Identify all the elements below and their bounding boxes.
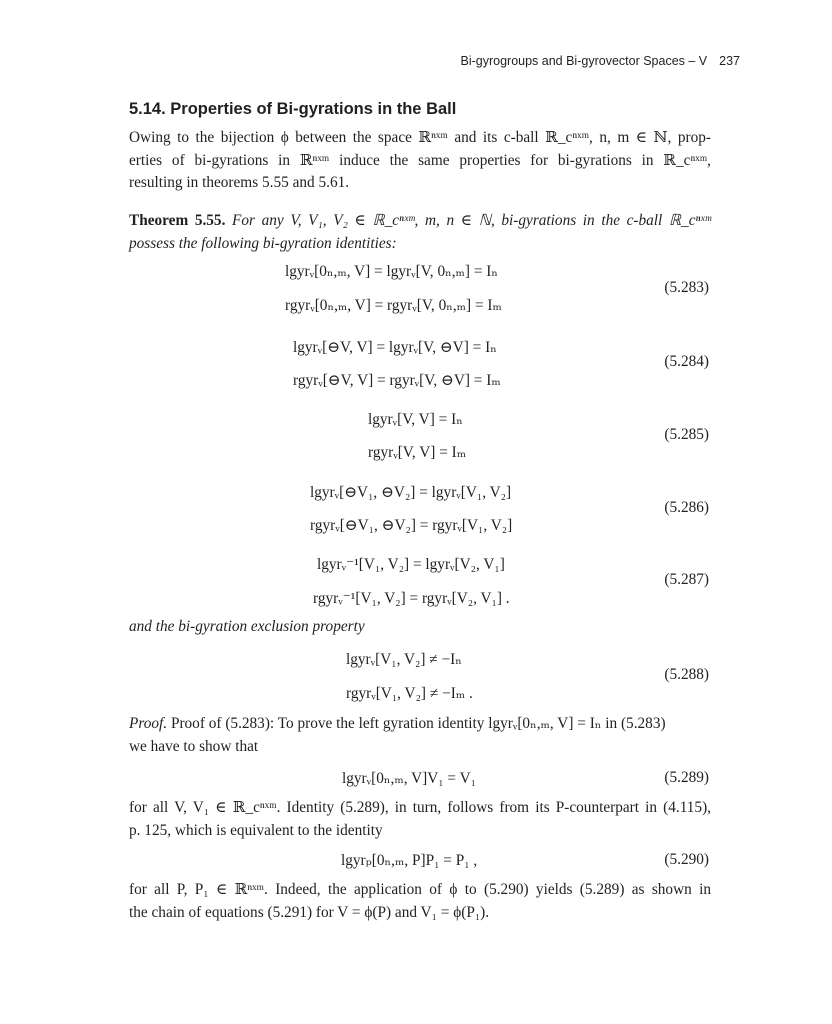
proof-line-1 — [129, 713, 711, 736]
equation-number-5-288: (5.288) — [664, 666, 709, 683]
proof-label: Proof. — [129, 715, 168, 732]
intro-line-2: erties of bi-gyrations in ℝⁿˣᵐ induce the same properties for bi-gyrations in ℝ_cⁿˣᵐ, — [129, 151, 711, 169]
intro-line-1: Owing to the bijection ϕ between the space ℝⁿˣᵐ and its c-ball ℝ_cⁿˣᵐ, n, m ∈ ℕ, prop- — [129, 129, 711, 146]
running-head — [460, 54, 740, 68]
equation-5-285-a: lgyrᵥ[V, V] = Iₙ — [368, 411, 463, 428]
theorem-line-2: possess the following bi-gyration identities: — [129, 234, 397, 252]
equation-5-289: lgyrᵥ[0ₙ,ₘ, V]V₁ = V₁ — [342, 770, 476, 787]
equation-5-284-b: rgyrᵥ[⊖V, V] = rgyrᵥ[V, ⊖V] = Iₘ — [293, 372, 501, 389]
equation-number-5-285: (5.285) — [664, 426, 709, 443]
proof-line-4: p. 125, which is equivalent to the identity — [129, 821, 383, 839]
proof-paragraph-1 — [129, 713, 711, 758]
theorem-statement — [129, 210, 711, 255]
equation-5-286-a: lgyrᵥ[⊖V₁, ⊖V₂] = lgyrᵥ[V₁, V₂] — [310, 484, 512, 501]
proof-paragraph-3 — [129, 879, 711, 924]
proof-line-5: for all P, P₁ ∈ ℝⁿˣᵐ. Indeed, the application of ϕ to (5.290) yields (5.289) as shown in — [129, 881, 711, 898]
theorem-line-1 — [129, 210, 711, 233]
equation-number-5-287: (5.287) — [664, 571, 709, 588]
equation-number-5-290: (5.290) — [664, 851, 709, 868]
equation-5-286-b: rgyrᵥ[⊖V₁, ⊖V₂] = rgyrᵥ[V₁, V₂] — [310, 517, 513, 534]
equation-5-287-a: lgyrᵥ⁻¹[V₁, V₂] = lgyrᵥ[V₂, V₁] — [317, 556, 505, 573]
equation-5-287-b: rgyrᵥ⁻¹[V₁, V₂] = rgyrᵥ[V₂, V₁] . — [313, 590, 510, 607]
equation-number-5-289: (5.289) — [664, 769, 709, 786]
running-head-title: Bi-gyrogroups and Bi-gyrovector Spaces – V — [460, 54, 708, 68]
proof-line-2: we have to show that — [129, 737, 259, 755]
equation-number-5-283: (5.283) — [664, 279, 709, 296]
equation-5-288-a: lgyrᵥ[V₁, V₂] ≠ −Iₙ — [346, 651, 462, 668]
proof-paragraph-2 — [129, 797, 711, 842]
proof-line-3: for all V, V₁ ∈ ℝ_cⁿˣᵐ. Identity (5.289), in turn, follows from its P-counterpart in (4.115), — [129, 799, 711, 816]
intro-paragraph — [129, 127, 711, 195]
theorem-label: Theorem 5.55. — [129, 212, 226, 229]
equation-5-284-a: lgyrᵥ[⊖V, V] = lgyrᵥ[V, ⊖V] = Iₙ — [293, 339, 497, 356]
equation-number-5-286: (5.286) — [664, 499, 709, 516]
equation-5-290: lgyrₚ[0ₙ,ₘ, P]P₁ = P₁ , — [341, 852, 478, 869]
page-number: 237 — [719, 54, 740, 68]
section-title: 5.14. Properties of Bi-gyrations in the Ball — [129, 100, 457, 118]
proof-line-6: the chain of equations (5.291) for V = ϕ(P) and V₁ = ϕ(P₁). — [129, 903, 490, 921]
equation-5-285-b: rgyrᵥ[V, V] = Iₘ — [368, 444, 467, 461]
equation-5-288-b: rgyrᵥ[V₁, V₂] ≠ −Iₘ . — [346, 685, 473, 702]
equation-5-283-b: rgyrᵥ[0ₙ,ₘ, V] = rgyrᵥ[V, 0ₙ,ₘ] = Iₘ — [285, 297, 502, 314]
theorem-statement-text: For any V, V₁, V₂ ∈ ℝ_cⁿˣᵐ, m, n ∈ ℕ, bi-gyrations in the c-ball ℝ_cⁿˣᵐ — [232, 212, 711, 229]
proof-line-1-text: Proof of (5.283): To prove the left gyration identity lgyrᵥ[0ₙ,ₘ, V] = Iₙ in (5.283) — [170, 715, 666, 732]
exclusion-intro: and the bi-gyration exclusion property — [129, 618, 365, 635]
equation-5-283-a: lgyrᵥ[0ₙ,ₘ, V] = lgyrᵥ[V, 0ₙ,ₘ] = Iₙ — [285, 263, 498, 280]
intro-line-3: resulting in theorems 5.55 and 5.61. — [129, 174, 350, 191]
equation-number-5-284: (5.284) — [664, 353, 709, 370]
